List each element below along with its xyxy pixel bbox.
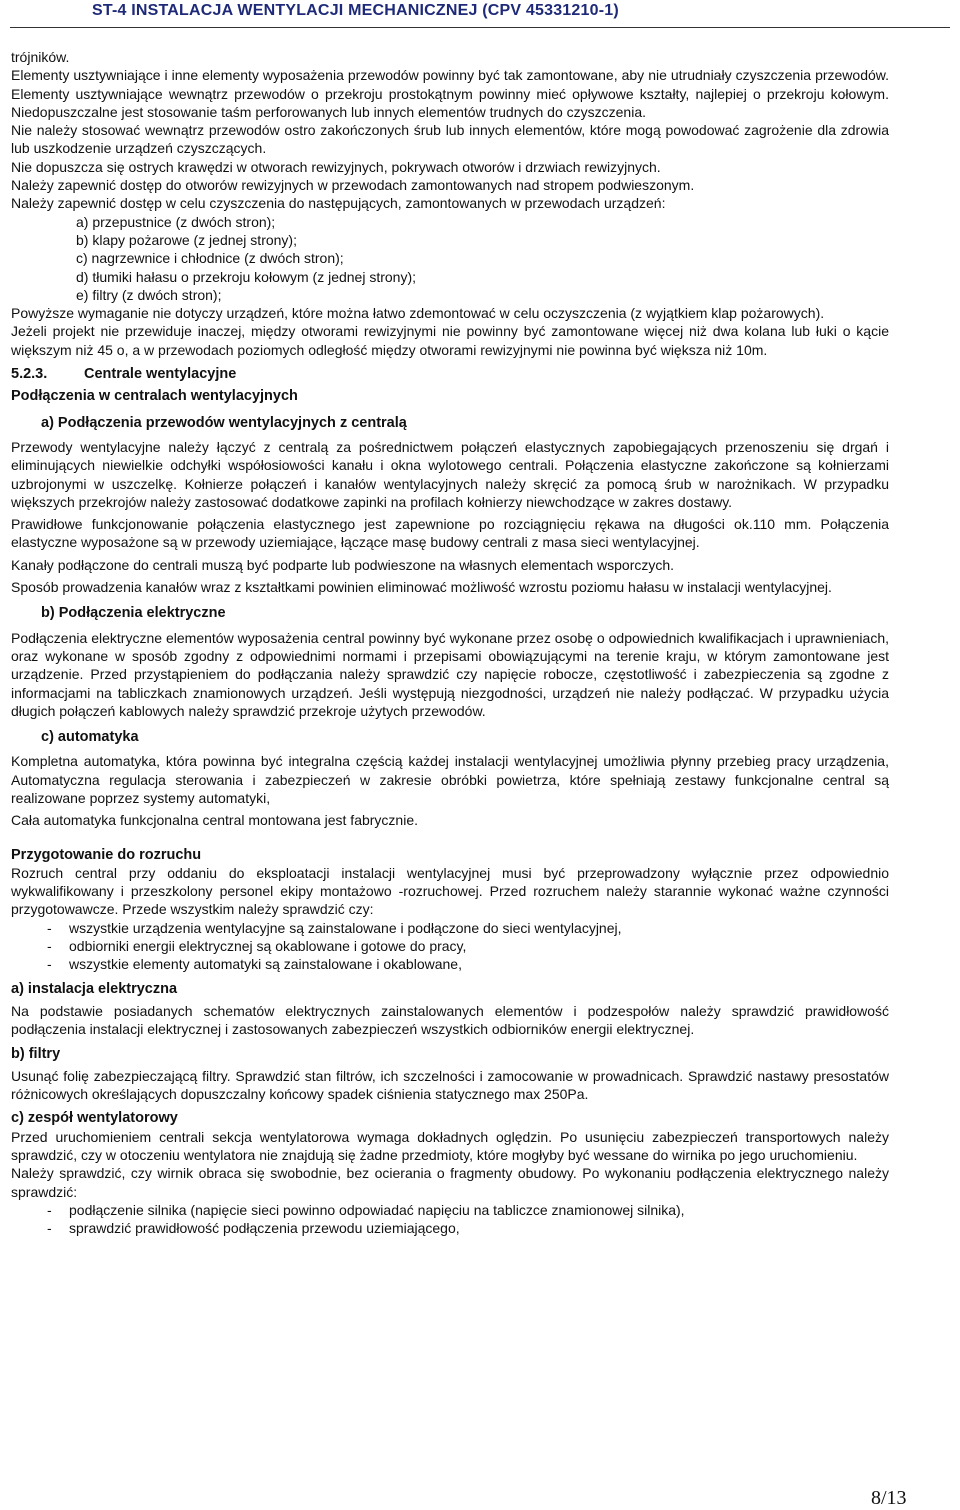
paragraph: Kompletna automatyka, która powinna być integralna częścią każdej instalacji wentylacyjnej umożliwia płynny przebieg pracy urządzenia, Automatyczna regulacja sterowania i zabezpieczeń w zakresie obróbki powietrza, które spełniają zestawy funkcjonalne central są realizowane poprzez systemy automatyki, [11, 753, 889, 806]
dash-bullet: - [47, 956, 52, 973]
subsection-heading: b) Podłączenia elektryczne [41, 605, 226, 622]
dash-bullet: - [47, 919, 52, 936]
list-item: - sprawdzić prawidłowość podłączenia przewodu uziemiającego, [47, 1220, 460, 1237]
list-item: a) przepustnice (z dwóch stron); [76, 213, 276, 230]
paragraph: Przewody wentylacyjne należy łączyć z centralą za pośrednictwem połączeń elastycznych zapobiegających przenoszeniu się drgań i eliminujących niewielkie odchyłki współosiowości kanału i okna wylotowego centrali. Połączenia elastyczne zakończone są kołnierzami uzbrojonymi w uszczelkę. Kołnierze połączeń i kanałów wentylacyjnych należy skręcić za pomocą śrub w narożnikach. W przypadku większych przekrojów należy zastosować dodatkowe zapinki na profilach kołnierzy niewchodzące w zakres dostawy. [11, 438, 889, 510]
paragraph: Elementy usztywniające i inne elementy wyposażenia przewodów powinny być tak zamontowane, aby nie utrudniały czyszczenia przewodów. Elementy usztywniające wewnątrz przewodów o przekroju prostokątnym powinny mieć opływowe kształty, najlepiej o przekroju kołowym. Niedopuszczalne jest stosowanie taśm perforowanych lub innych elementów trudnych do czyszczenia. [11, 67, 889, 120]
paragraph: trójników. [11, 49, 70, 65]
section-heading [11, 365, 889, 383]
paragraph: Prawidłowe funkcjonowanie połączenia elastycznego jest zapewnione po rozciągnięciu rękawa na długości ok.110 mm. Połączenia elastyczne wyposażone są w przewody uziemiające, łączące masę budowy centrali z masa sieci wentylacyjnej. [11, 516, 889, 551]
dash-bullet: - [47, 1220, 52, 1237]
paragraph: Nie należy stosować wewnątrz przewodów ostro zakończonych śrub lub innych elementów, które mogą powodować zagrożenie dla zdrowia lub uszkodzenie urządzeń czyszczących. [11, 122, 889, 157]
paragraph: Na podstawie posiadanych schematów elektrycznych zainstalowanych elementów i podzespołów należy sprawdzić prawidłowość podłączenia instalacji elektrycznej i zastosowanych zabezpieczeń wszystkich odbiorników energii elektrycznej. [11, 1002, 889, 1038]
paragraph: Przed uruchomieniem centrali sekcja wentylatorowa wymaga dokładnych oględzin. Po usunięciu zabezpieczeń transportowych należy sprawdzić, czy w otoczeniu wentylatora nie znajdują się żadne przedmioty, które mogłyby być wessane do wirnika po jego uruchomieniu. [11, 1128, 889, 1164]
paragraph: Należy zapewnić dostęp do otworów rewizyjnych w przewodach zamontowanych nad stropem podwieszonym. [11, 177, 695, 194]
document-header: ST-4 INSTALACJA WENTYLACJI MECHANICZNEJ (CPV 45331210-1) [92, 2, 619, 19]
paragraph: Kanały podłączone do centrali muszą być podparte lub podwieszone na własnych elementach wsporczych. [11, 556, 675, 573]
checklist [11, 919, 889, 974]
startup-heading: Przygotowanie do rozruchu [11, 846, 202, 863]
subsection-heading: c) zespół wentylatorowy [11, 1110, 178, 1127]
list-item: - odbiorniki energii elektrycznej są okablowane i gotowe do pracy, [47, 938, 467, 955]
paragraph: Jeżeli projekt nie przewiduje inaczej, między otworami rewizyjnymi nie powinny być zamontowane więcej niż dwa kolana lub łuki o kącie większym niż 45 o, a w przewodach poziomych odległość między otworami rewizyjnymi nie powinna być większa niż 10m. [11, 323, 889, 358]
device-list [11, 213, 889, 304]
dash-bullet: - [47, 938, 52, 955]
paragraph: Powyższe wymaganie nie dotyczy urządzeń, które można łatwo zdemontować w celu oczyszczenia (z wyjątkiem klap pożarowych). [11, 305, 825, 322]
paragraph: Sposób prowadzenia kanałów wraz z kształtkami powinien eliminować możliwość wzrostu poziomu hałasu w instalacji wentylacyjnej. [11, 579, 832, 596]
section-subtitle: Podłączenia w centralach wentylacyjnych [11, 388, 298, 405]
subsection-heading: b) filtry [11, 1045, 61, 1062]
page-number: 8/13 [871, 1487, 907, 1509]
paragraph: Należy zapewnić dostęp w celu czyszczenia do następujących, zamontowanych w przewodach urządzeń: [11, 195, 666, 212]
subsection-heading: a) Podłączenia przewodów wentylacyjnych z centralą [41, 414, 407, 431]
paragraph: Należy sprawdzić, czy wirnik obraca się swobodnie, bez ocierania o fragmenty obudowy. Po wykonaniu podłączenia elektrycznego należy sprawdzić: [11, 1165, 889, 1200]
section-number: 5.2.3. [11, 366, 48, 383]
list-item: c) nagrzewnice i chłodnice (z dwóch stron); [76, 250, 344, 267]
section-title: Centrale wentylacyjne [84, 366, 237, 383]
document-body [11, 48, 889, 1238]
list-item: - wszystkie elementy automatyki są zainstalowane i okablowane, [47, 956, 462, 973]
subsection-heading: c) automatyka [41, 729, 139, 746]
paragraph: Cała automatyka funkcjonalna central montowana jest fabrycznie. [11, 812, 418, 829]
paragraph: Podłączenia elektryczne elementów wyposażenia central powinny być wykonane przez osobę o odpowiednich kwalifikacjach i uprawnieniach, oraz wykonane w sposób zgodny z odpowiednimi normami i przepisami obowiązującymi na terenie kraju, w którym zamontowane jest urządzenie. Przed przystąpieniem do podłączania należy sprawdzić czy napięcie robocze, częstotliwość i zabezpieczenia są zgodne z informacjami na tabliczkach znamionowych urządzeń. Jeśli występują niezgodności, urządzeń nie należy podłączać. W przypadku użycia długich połączeń kablowych należy sprawdzić przekroje użytych przewodów. [11, 629, 889, 719]
subsection-heading: a) instalacja elektryczna [11, 980, 178, 997]
paragraph: Rozruch central przy oddaniu do eksploatacji instalacji wentylacyjnej musi być przeprowadzony wyłącznie przez odpowiednio wykwalifikowany i przeszkolony personel ekipy montażowo -rozruchowej. Przed rozruchem należy starannie wykonać ważne czynności przygotowawcze. Przede wszystkim należy sprawdzić czy: [11, 864, 889, 918]
list-item: d) tłumiki hałasu o przekroju kołowym (z jednej strony); [76, 268, 417, 285]
list-item: - wszystkie urządzenia wentylacyjne są zainstalowane i podłączone do sieci wentylacyjnej, [47, 919, 622, 936]
paragraph: Nie dopuszcza się ostrych krawędzi w otworach rewizyjnych, pokrywach otworów i drzwiach rewizyjnych. [11, 158, 661, 175]
list-item: e) filtry (z dwóch stron); [76, 286, 222, 303]
header-rule [10, 27, 950, 28]
checklist [11, 1201, 889, 1238]
paragraph: Usunąć folię zabezpieczającą filtry. Sprawdzić stan filtrów, ich szczelności i zamocowanie w prowadnicach. Sprawdzić nastawy presostatów różnicowych określających dopuszczalny końcowy spadek ciśnienia statycznego max 250Pa. [11, 1067, 889, 1103]
dash-bullet: - [47, 1201, 52, 1218]
list-item: - podłączenie silnika (napięcie sieci powinno odpowiadać napięciu na tabliczce znamionowej silnika), [47, 1201, 685, 1218]
list-item: b) klapy pożarowe (z jednej strony); [76, 231, 297, 248]
